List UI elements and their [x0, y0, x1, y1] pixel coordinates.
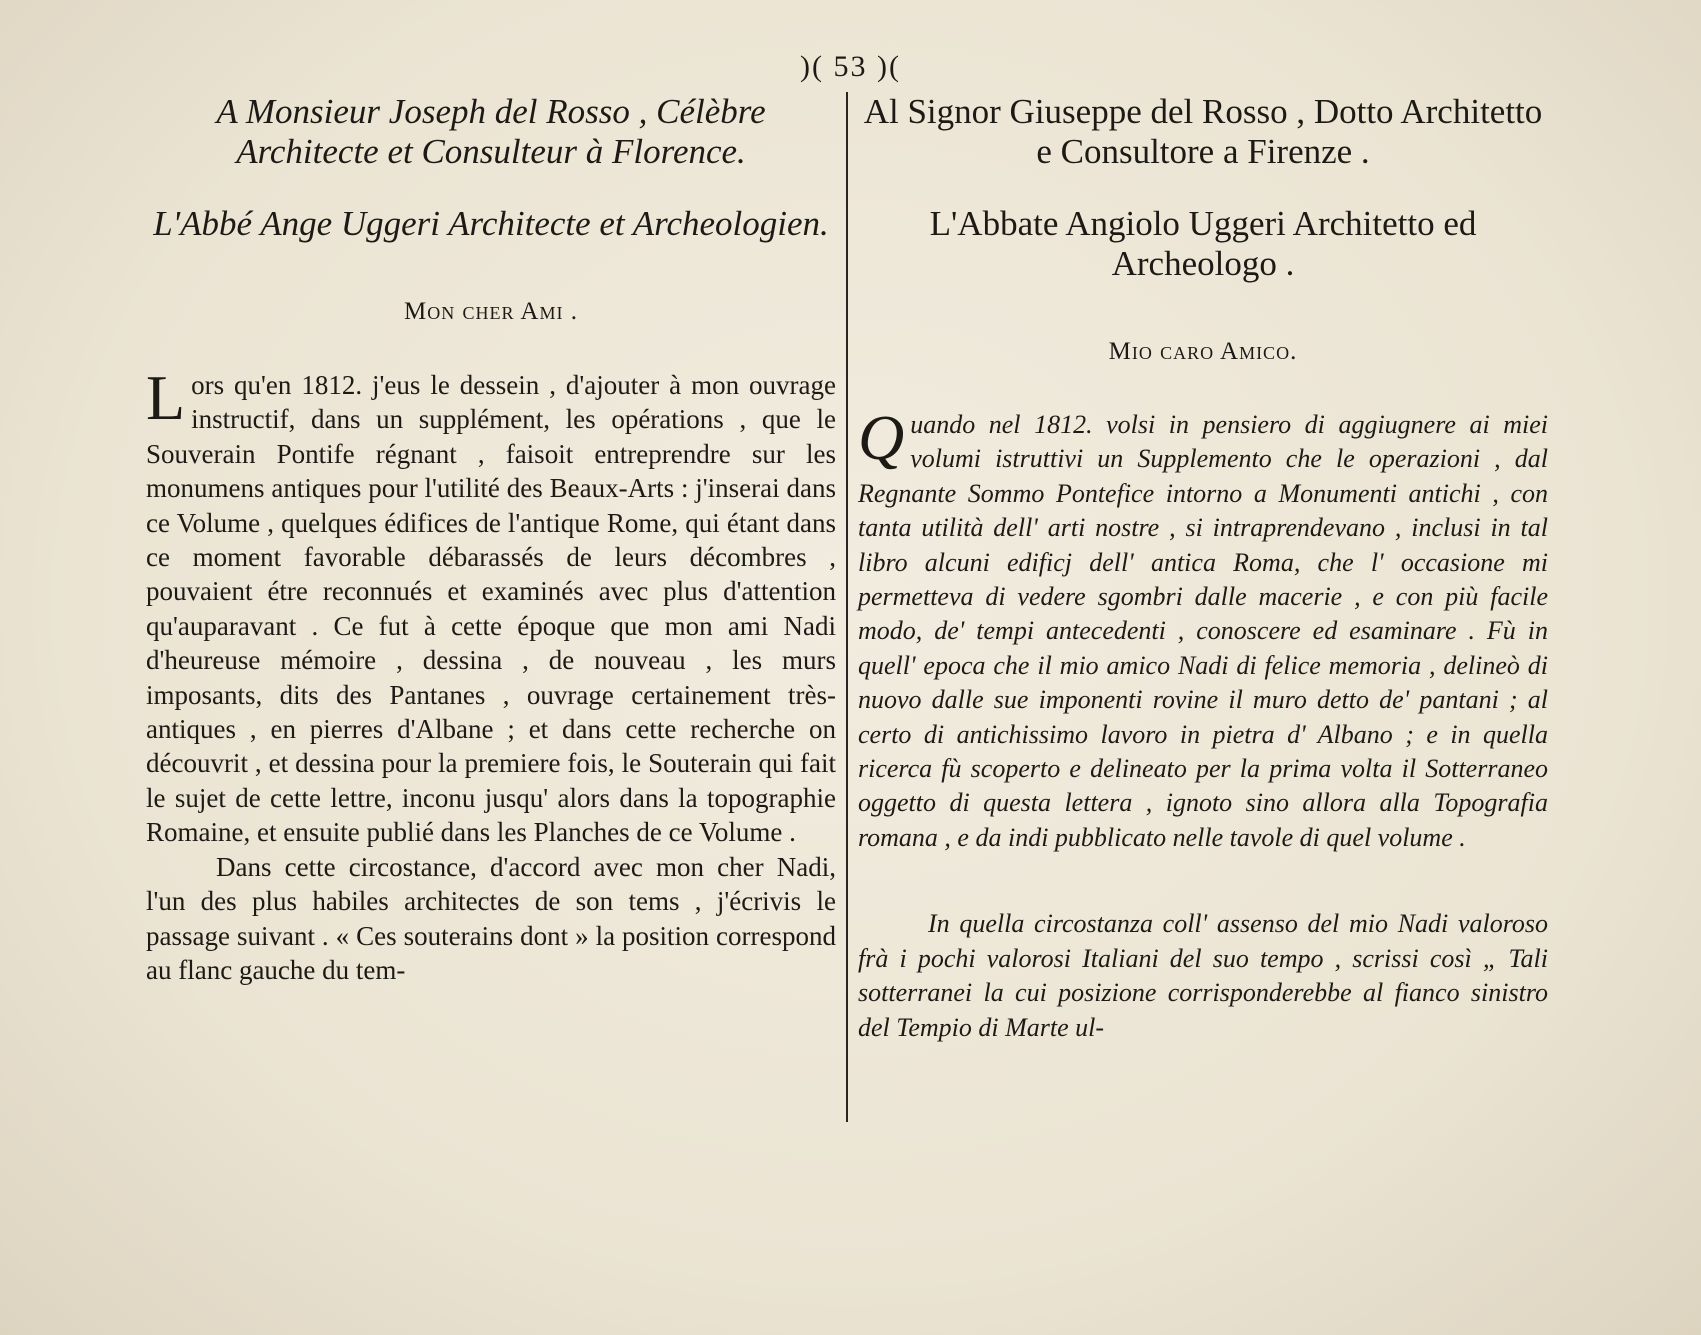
italian-paragraph-1 — [858, 402, 1548, 855]
italian-salutation: Mio caro Amico. — [1108, 338, 1298, 365]
french-address-title: A Monsieur Joseph del Rosso , Célèbre Architecte et Consulteur à Florence. — [216, 92, 766, 171]
french-salutation: Mon cher Ami . — [404, 298, 578, 325]
italian-paragraph-2: In quella circostanza coll' assenso del mio Nadi valoroso frà i pochi valorosi Italiani del suo tempo , scrissi così „ Tali sotterranei la cui posizione corrisponderebbe al fianco sinistro del Tempio di Marte ul- — [858, 909, 1548, 1042]
italian-author-title: L'Abbate Angiolo Uggeri Architetto ed Archeologo . — [929, 204, 1477, 283]
italian-paragraph-1-text: uando nel 1812. volsi in pensiero di aggiugnere ai miei volumi istruttivi un Supplemento che le operazioni , dal Regnante Sommo Pontefice intorno a Monumenti antichi , con tanta utilità dell' arti nostre , si intraprendevano , inclusi in tal libro alcuni edificj dell' antica Roma, che l' occasione mi permetteva di vedere sgombri dalle macerie , e con più facile modo, de' tempi antecedenti , conoscere ed esaminare . Fù in quell' epoca che il mio amico Nadi di felice memoria , delineò di nuovo dalle sue imponenti rovine il muro detto de' pantani ; al certo di antichissimo lavoro in pietra d' Albano ; e in quella ricerca fù scoperto e delineato per la prima volta il Sotterraneo oggetto di questa lettera , ignoto sino allora alla Topografia romana , e da indi pubblicato nelle tavole di quel volume . — [858, 410, 1548, 852]
italian-dropcap: Q — [858, 402, 905, 473]
french-column — [146, 92, 836, 987]
french-paragraph-2: Dans cette circostance, d'accord avec mon cher Nadi, l'un des plus habiles architectes de son tems , j'écrivis le passage suivant . « Ces souterains dont » la position correspond au flanc gauche du tem- — [146, 851, 836, 985]
french-paragraph-1 — [146, 362, 836, 850]
italian-address-title: Al Signor Giuseppe del Rosso , Dotto Architetto e Consultore a Firenze . — [863, 92, 1543, 171]
french-author-title: L'Abbé Ange Uggeri Architecte et Archeologien. — [153, 204, 829, 243]
italian-column — [858, 92, 1548, 1045]
page-number: )( 53 )( — [800, 50, 901, 83]
french-dropcap: L — [146, 362, 186, 433]
french-paragraph-1-text: ors qu'en 1812. j'eus le dessein , d'ajouter à mon ouvrage instructif, dans un supplément, les opérations , que le Souverain Pontife régnant , faisoit entreprendre sur les monumens antiques pour l'utilité des Beaux-Arts : j'inserai dans ce Volume , quelques édifices de l'antique Rome, qui étant dans ce moment favorable débarassés de leurs décombres , pouvaient étre reconnués et examinés avec plus d'attention qu'auparavant . Ce fut à cette époque que mon ami Nadi d'heureuse mémoire , dessina , de nouveau , les murs imposants, dits des Pantanes , ouvrage certainement très-antiques , en pierres d'Albane ; et dans cette recherche on découvrit , et dessina pour la premiere fois, le Souterain qui fait le sujet de cette lettre, inconu jusqu' alors dans la topographie Romaine, et ensuite publié dans les Planches de ce Volume . — [146, 370, 836, 848]
column-divider — [846, 92, 848, 1122]
